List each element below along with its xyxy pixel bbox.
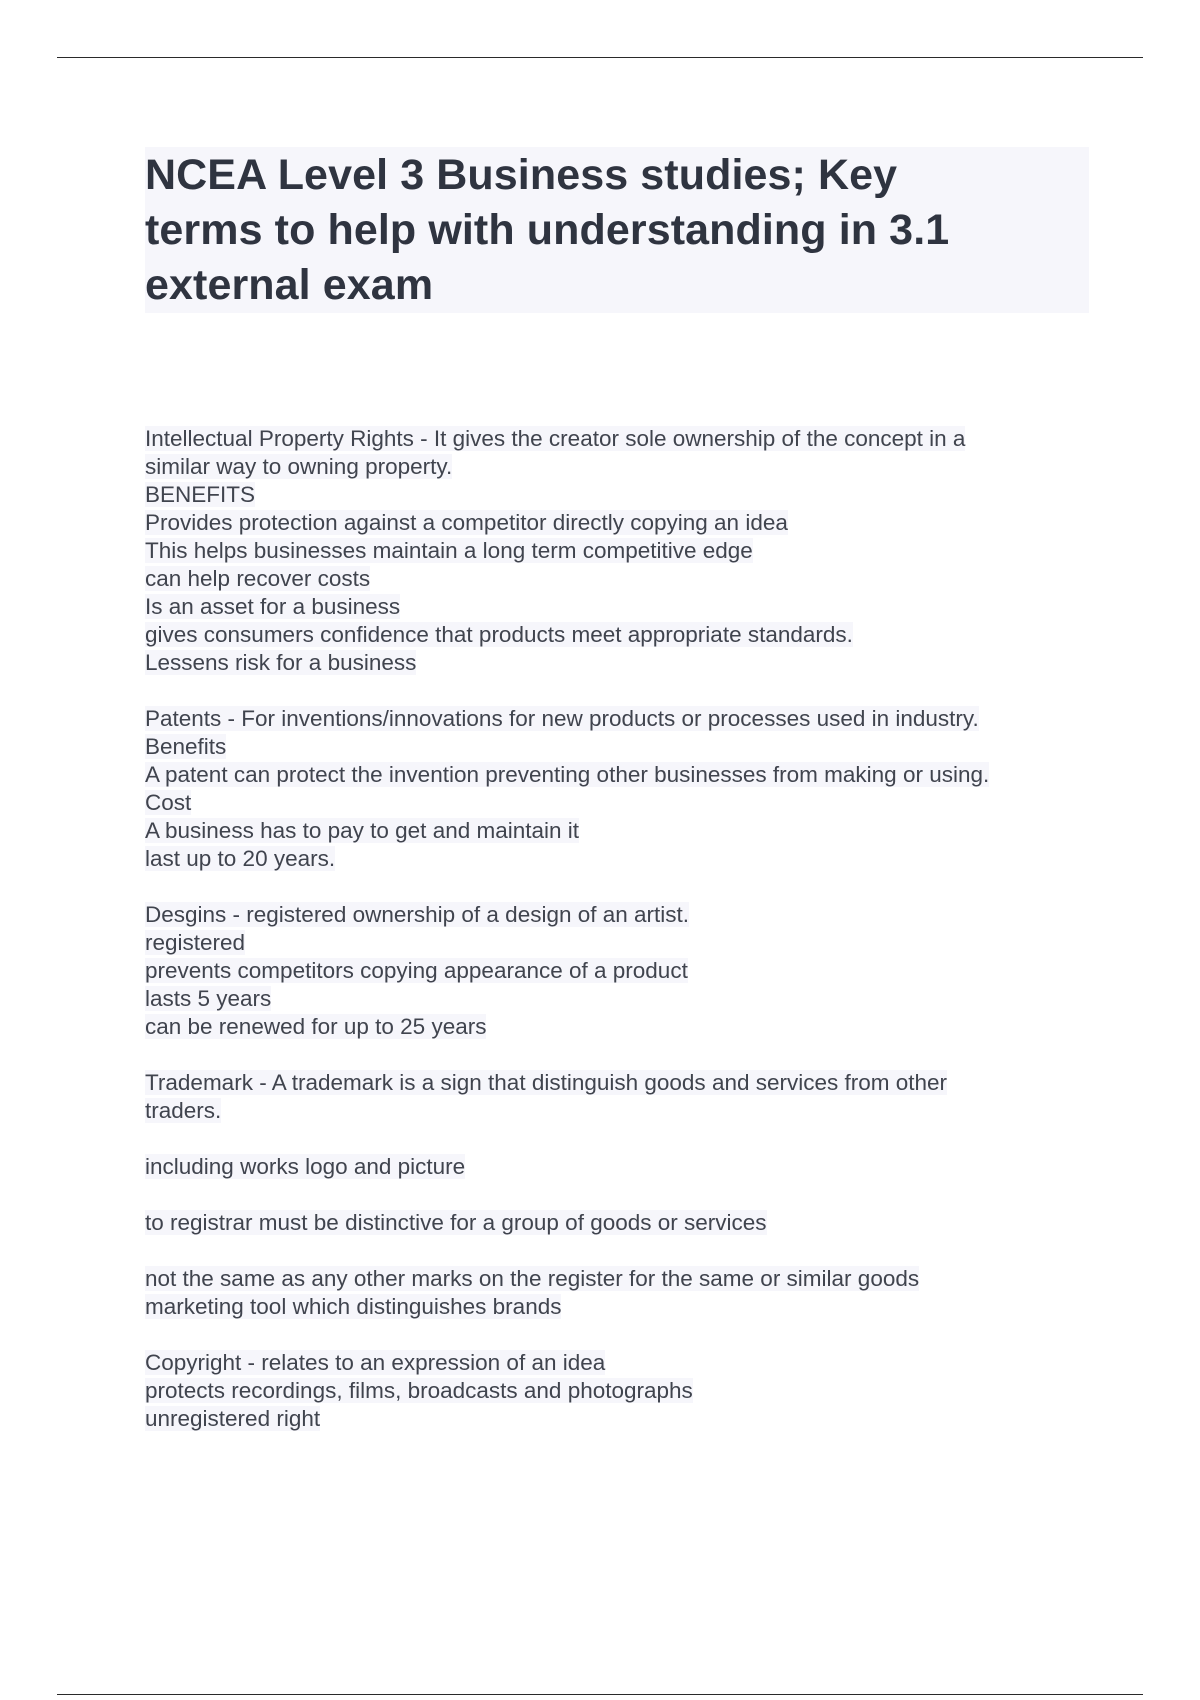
term-detail-line <box>145 1097 1085 1125</box>
term-detail-line <box>145 1265 1085 1293</box>
term-detail-line <box>145 565 1085 593</box>
term-text: This helps businesses maintain a long term competitive edge <box>145 538 753 563</box>
term-detail-line <box>145 1209 1085 1237</box>
term-text: registered <box>145 930 246 955</box>
top-divider <box>57 57 1143 58</box>
term-text: A business has to pay to get and maintain it <box>145 818 580 843</box>
term-detail-line <box>145 621 1085 649</box>
term-heading-line <box>145 425 1085 453</box>
term-text: Cost <box>145 790 192 815</box>
term-text: Benefits <box>145 734 227 759</box>
terms-list <box>145 425 1085 1461</box>
term-text: can be renewed for up to 25 years <box>145 1014 487 1039</box>
term-detail-line <box>145 1377 1085 1405</box>
term-text: A patent can protect the invention preventing other businesses from making or using. <box>145 762 990 787</box>
term-text: similar way to owning property. <box>145 454 453 479</box>
term-detail-line <box>145 845 1085 873</box>
term-detail-line <box>145 761 1085 789</box>
term-text: prevents competitors copying appearance of a product <box>145 958 688 983</box>
term-block <box>145 1069 1085 1321</box>
term-detail-line <box>145 481 1085 509</box>
term-detail-line <box>145 929 1085 957</box>
term-detail-line <box>145 957 1085 985</box>
term-text: protects recordings, films, broadcasts and photographs <box>145 1378 693 1403</box>
term-text: to registrar must be distinctive for a group of goods or services <box>145 1210 767 1235</box>
term-text: Lessens risk for a business <box>145 650 417 675</box>
title-line: terms to help with understanding in 3.1 <box>145 206 950 254</box>
term-detail-line <box>145 1013 1085 1041</box>
term-detail-line <box>145 985 1085 1013</box>
term-text: marketing tool which distinguishes brands <box>145 1294 562 1319</box>
bottom-divider <box>57 1694 1143 1695</box>
term-heading-line <box>145 705 1085 733</box>
term-block <box>145 705 1085 873</box>
term-detail-line <box>145 817 1085 845</box>
term-text: can help recover costs <box>145 566 371 591</box>
term-text: BENEFITS <box>145 482 256 507</box>
term-text: last up to 20 years. <box>145 846 336 871</box>
term-text: unregistered right <box>145 1406 321 1431</box>
term-text: Is an asset for a business <box>145 594 401 619</box>
term-text: lasts 5 years <box>145 986 272 1011</box>
term-text: Provides protection against a competitor directly copying an idea <box>145 510 788 535</box>
term-text: not the same as any other marks on the register for the same or similar goods <box>145 1266 920 1291</box>
document-title <box>145 148 1085 313</box>
term-text: Trademark - A trademark is a sign that distinguish goods and services from other <box>145 1070 948 1095</box>
term-heading-line <box>145 1069 1085 1097</box>
term-text: Desgins - registered ownership of a design of an artist. <box>145 902 690 927</box>
term-detail-line <box>145 649 1085 677</box>
term-heading-line <box>145 901 1085 929</box>
blank-line <box>145 1181 1085 1209</box>
blank-line <box>145 1237 1085 1265</box>
term-detail-line <box>145 453 1085 481</box>
term-block <box>145 1349 1085 1433</box>
term-text: Intellectual Property Rights - It gives the creator sole ownership of the concept in a <box>145 426 966 451</box>
term-text: gives consumers confidence that products meet appropriate standards. <box>145 622 853 647</box>
title-line: external exam <box>145 261 434 309</box>
title-line: NCEA Level 3 Business studies; Key <box>145 151 898 199</box>
term-detail-line <box>145 593 1085 621</box>
term-detail-line <box>145 1293 1085 1321</box>
term-detail-line <box>145 537 1085 565</box>
term-block <box>145 425 1085 677</box>
term-heading-line <box>145 1349 1085 1377</box>
blank-line <box>145 1125 1085 1153</box>
term-detail-line <box>145 789 1085 817</box>
term-detail-line <box>145 509 1085 537</box>
term-detail-line <box>145 733 1085 761</box>
term-text: Copyright - relates to an expression of an idea <box>145 1350 606 1375</box>
term-text: traders. <box>145 1098 222 1123</box>
term-text: including works logo and picture <box>145 1154 466 1179</box>
term-block <box>145 901 1085 1041</box>
term-text: Patents - For inventions/innovations for new products or processes used in industry. <box>145 706 979 731</box>
term-detail-line <box>145 1405 1085 1433</box>
term-detail-line <box>145 1153 1085 1181</box>
